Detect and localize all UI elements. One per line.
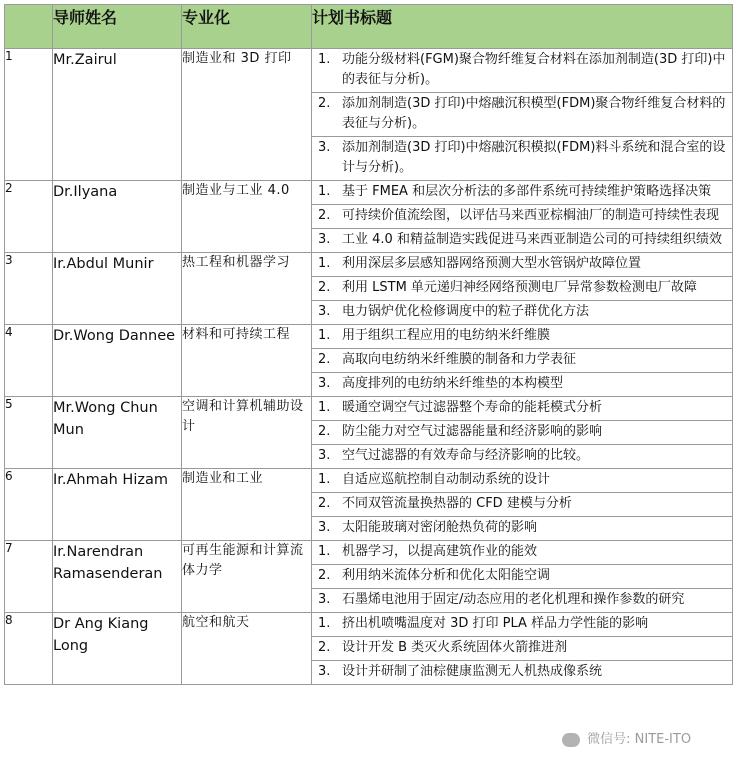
- topic-item: [312, 613, 732, 637]
- specialization: 制造业和工业: [182, 469, 312, 541]
- topic-number: 3.: [318, 592, 331, 607]
- specialization: 热工程和机器学习: [182, 253, 312, 325]
- header-index: [5, 5, 53, 49]
- topic-title: 暖通空调空气过滤器整个寿命的能耗模式分析: [342, 400, 603, 415]
- specialization: 空调和计算机辅助设计: [182, 397, 312, 469]
- topic-item: [312, 301, 732, 324]
- topic-number: 1.: [318, 256, 331, 271]
- topic-title: 石墨烯电池用于固定/动态应用的老化机理和操作参数的研究: [342, 592, 685, 607]
- topic-title: 利用深层多层感知器网络预测大型水管锅炉故障位置: [342, 256, 642, 271]
- topic-number: 3.: [318, 664, 331, 679]
- row-number: 7: [5, 541, 53, 613]
- header-specialization: 专业化: [182, 5, 312, 49]
- topic-item: [312, 397, 732, 421]
- topic-title: 防尘能力对空气过滤器能量和经济影响的影响: [342, 424, 603, 439]
- specialization: 航空和航天: [182, 613, 312, 685]
- supervisor-name: Ir.Abdul Munir: [53, 253, 182, 325]
- table-row: [5, 181, 733, 253]
- row-number: 1: [5, 49, 53, 181]
- supervisor-table: [4, 4, 733, 685]
- proposal-topics: [312, 49, 733, 181]
- topic-title: 不同双管流量换热器的 CFD 建模与分析: [342, 496, 572, 511]
- proposal-topics: [312, 397, 733, 469]
- topic-item: [312, 637, 732, 661]
- topic-item: [312, 137, 732, 180]
- proposal-topics: [312, 181, 733, 253]
- topic-item: [312, 517, 732, 540]
- table-row: [5, 469, 733, 541]
- topic-title: 可持续价值流绘图，以评估马来西亚棕榈油厂的制造可持续性表现: [342, 208, 720, 223]
- table-row: [5, 325, 733, 397]
- topic-item: [312, 349, 732, 373]
- topic-title: 设计并研制了油棕健康监测无人机热成像系统: [342, 664, 603, 679]
- specialization: 可再生能源和计算流体力学: [182, 541, 312, 613]
- topic-title: 自适应巡航控制自动制动系统的设计: [342, 472, 551, 487]
- supervisor-name: Mr.Wong Chun Mun: [53, 397, 182, 469]
- topic-item: [312, 421, 732, 445]
- topic-number: 1.: [318, 616, 331, 631]
- topic-item: [312, 49, 732, 93]
- wechat-icon: [562, 733, 580, 747]
- topic-item: [312, 589, 732, 612]
- table-row: [5, 397, 733, 469]
- topic-title: 添加剂制造(3D 打印)中熔融沉积模拟(FDM)料斗系统和混合室的设计与分析)。: [342, 140, 726, 175]
- topic-title: 基于 FMEA 和层次分析法的多部件系统可持续维护策略选择决策: [342, 184, 712, 199]
- table-row: [5, 49, 733, 181]
- table-row: [5, 253, 733, 325]
- specialization: 材料和可持续工程: [182, 325, 312, 397]
- topic-item: [312, 373, 732, 396]
- proposal-topics: [312, 469, 733, 541]
- topic-title: 工业 4.0 和精益制造实践促进马来西亚制造公司的可持续组织绩效: [342, 232, 722, 247]
- topic-number: 3.: [318, 232, 331, 247]
- supervisor-name: Dr.Ilyana: [53, 181, 182, 253]
- topic-item: [312, 93, 732, 137]
- topic-item: [312, 181, 732, 205]
- topic-number: 1.: [318, 544, 331, 559]
- row-number: 4: [5, 325, 53, 397]
- topic-title: 功能分级材料(FGM)聚合物纤维复合材料在添加剂制造(3D 打印)中的表征与分析)。: [342, 52, 726, 87]
- topic-item: [312, 565, 732, 589]
- proposal-topics: [312, 253, 733, 325]
- topic-item: [312, 493, 732, 517]
- supervisor-name: Ir.Narendran Ramasenderan: [53, 541, 182, 613]
- topic-title: 电力锅炉优化检修调度中的粒子群优化方法: [342, 304, 590, 319]
- specialization: 制造业和 3D 打印: [182, 49, 312, 181]
- topic-number: 3.: [318, 520, 331, 535]
- topic-title: 挤出机喷嘴温度对 3D 打印 PLA 样品力学性能的影响: [342, 616, 649, 631]
- header-row: [5, 5, 733, 49]
- topic-title: 机器学习，以提高建筑作业的能效: [342, 544, 538, 559]
- topic-number: 2.: [318, 424, 331, 439]
- topic-item: [312, 445, 732, 468]
- proposal-topics: [312, 613, 733, 685]
- topic-number: 2.: [318, 352, 331, 367]
- table-row: [5, 613, 733, 685]
- topic-item: [312, 469, 732, 493]
- topic-number: 1.: [318, 328, 331, 343]
- supervisor-name: Ir.Ahmah Hizam: [53, 469, 182, 541]
- topic-title: 高取向电纺纳米纤维膜的制备和力学表征: [342, 352, 577, 367]
- topic-number: 2.: [318, 208, 331, 223]
- row-number: 6: [5, 469, 53, 541]
- topic-item: [312, 229, 732, 252]
- topic-number: 3.: [318, 304, 331, 319]
- watermark-text: 微信号: NITE-ITO: [587, 732, 692, 747]
- topic-item: [312, 205, 732, 229]
- header-supervisor-name: 导师姓名: [53, 5, 182, 49]
- table-row: [5, 541, 733, 613]
- topic-number: 2.: [318, 280, 331, 295]
- row-number: 3: [5, 253, 53, 325]
- row-number: 8: [5, 613, 53, 685]
- supervisor-name: Dr.Wong Dannee: [53, 325, 182, 397]
- topic-title: 太阳能玻璃对密闭舱热负荷的影响: [342, 520, 538, 535]
- topic-number: 1.: [318, 52, 331, 67]
- topic-item: [312, 277, 732, 301]
- row-number: 2: [5, 181, 53, 253]
- supervisor-name: Dr Ang Kiang Long: [53, 613, 182, 685]
- topic-number: 2.: [318, 96, 331, 111]
- topic-number: 2.: [318, 496, 331, 511]
- topic-title: 添加剂制造(3D 打印)中熔融沉积模型(FDM)聚合物纤维复合材料的表征与分析)。: [342, 96, 726, 131]
- topic-title: 高度排列的电纺纳米纤维垫的本构模型: [342, 376, 564, 391]
- topic-number: 1.: [318, 400, 331, 415]
- topic-number: 3.: [318, 448, 331, 463]
- row-number: 5: [5, 397, 53, 469]
- topic-title: 设计开发 B 类灭火系统固体火箭推进剂: [342, 640, 568, 655]
- supervisor-name: Mr.Zairul: [53, 49, 182, 181]
- topic-title: 利用纳米流体分析和优化太阳能空调: [342, 568, 551, 583]
- topic-number: 1.: [318, 472, 331, 487]
- topic-item: [312, 541, 732, 565]
- topic-title: 空气过滤器的有效寿命与经济影响的比较。: [342, 448, 590, 463]
- topic-number: 3.: [318, 140, 331, 155]
- topic-number: 2.: [318, 568, 331, 583]
- topic-title: 利用 LSTM 单元递归神经网络预测电厂异常参数检测电厂故障: [342, 280, 697, 295]
- topic-number: 2.: [318, 640, 331, 655]
- topic-number: 1.: [318, 184, 331, 199]
- topic-item: [312, 325, 732, 349]
- topic-item: [312, 253, 732, 277]
- topic-title: 用于组织工程应用的电纺纳米纤维膜: [342, 328, 551, 343]
- topic-number: 3.: [318, 376, 331, 391]
- specialization: 制造业与工业 4.0: [182, 181, 312, 253]
- watermark: [562, 728, 691, 747]
- proposal-topics: [312, 541, 733, 613]
- proposal-topics: [312, 325, 733, 397]
- header-proposal-title: 计划书标题: [312, 5, 733, 49]
- topic-item: [312, 661, 732, 684]
